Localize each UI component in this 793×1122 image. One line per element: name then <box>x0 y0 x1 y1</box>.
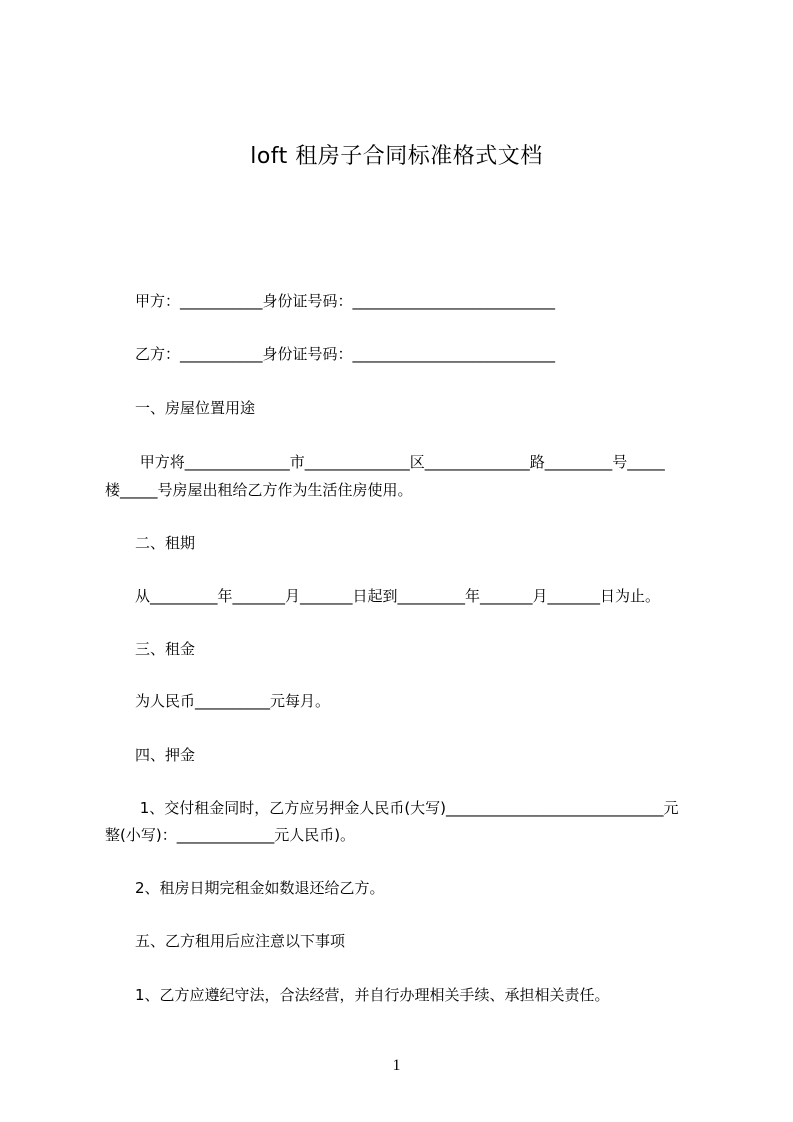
section-4-item-1-line-2: 整(小写)：_____________元人民币)。 <box>105 826 356 844</box>
section-5-heading: 五、乙方租用后应注意以下事项 <box>135 932 346 950</box>
section-5-item-1: 1、乙方应遵纪守法，合法经营，并自行办理相关手续、承担相关责任。 <box>135 986 610 1004</box>
section-4-item-1-line-1: 1、交付租金同时，乙方应另押金人民币(大写)_____________________________元 <box>135 799 679 817</box>
section-1-text-line-2: 楼_____号房屋出租给乙方作为生活住房使用。 <box>105 481 413 499</box>
section-4-heading: 四、押金 <box>135 746 196 764</box>
page-number: 1 <box>392 1057 401 1074</box>
document-title: loft 租房子合同标准格式文档 <box>250 144 543 169</box>
party-b-line: 乙方：___________身份证号码：___________________________ <box>135 345 556 363</box>
section-3-text: 为人民币__________元每月。 <box>135 692 331 710</box>
party-a-line: 甲方：___________身份证号码：___________________________ <box>135 292 556 310</box>
section-1-heading: 一、房屋位置用途 <box>135 399 256 417</box>
section-1-text-line-1: 甲方将______________市______________区______________路_________号_____ <box>135 453 665 471</box>
section-2-heading: 二、租期 <box>135 534 196 552</box>
section-2-text: 从_________年_______月_______日起到_________年_______月_______日为止。 <box>135 587 661 605</box>
section-4-item-2: 2、租房日期完租金如数退还给乙方。 <box>135 879 385 897</box>
section-3-heading: 三、租金 <box>135 640 196 658</box>
